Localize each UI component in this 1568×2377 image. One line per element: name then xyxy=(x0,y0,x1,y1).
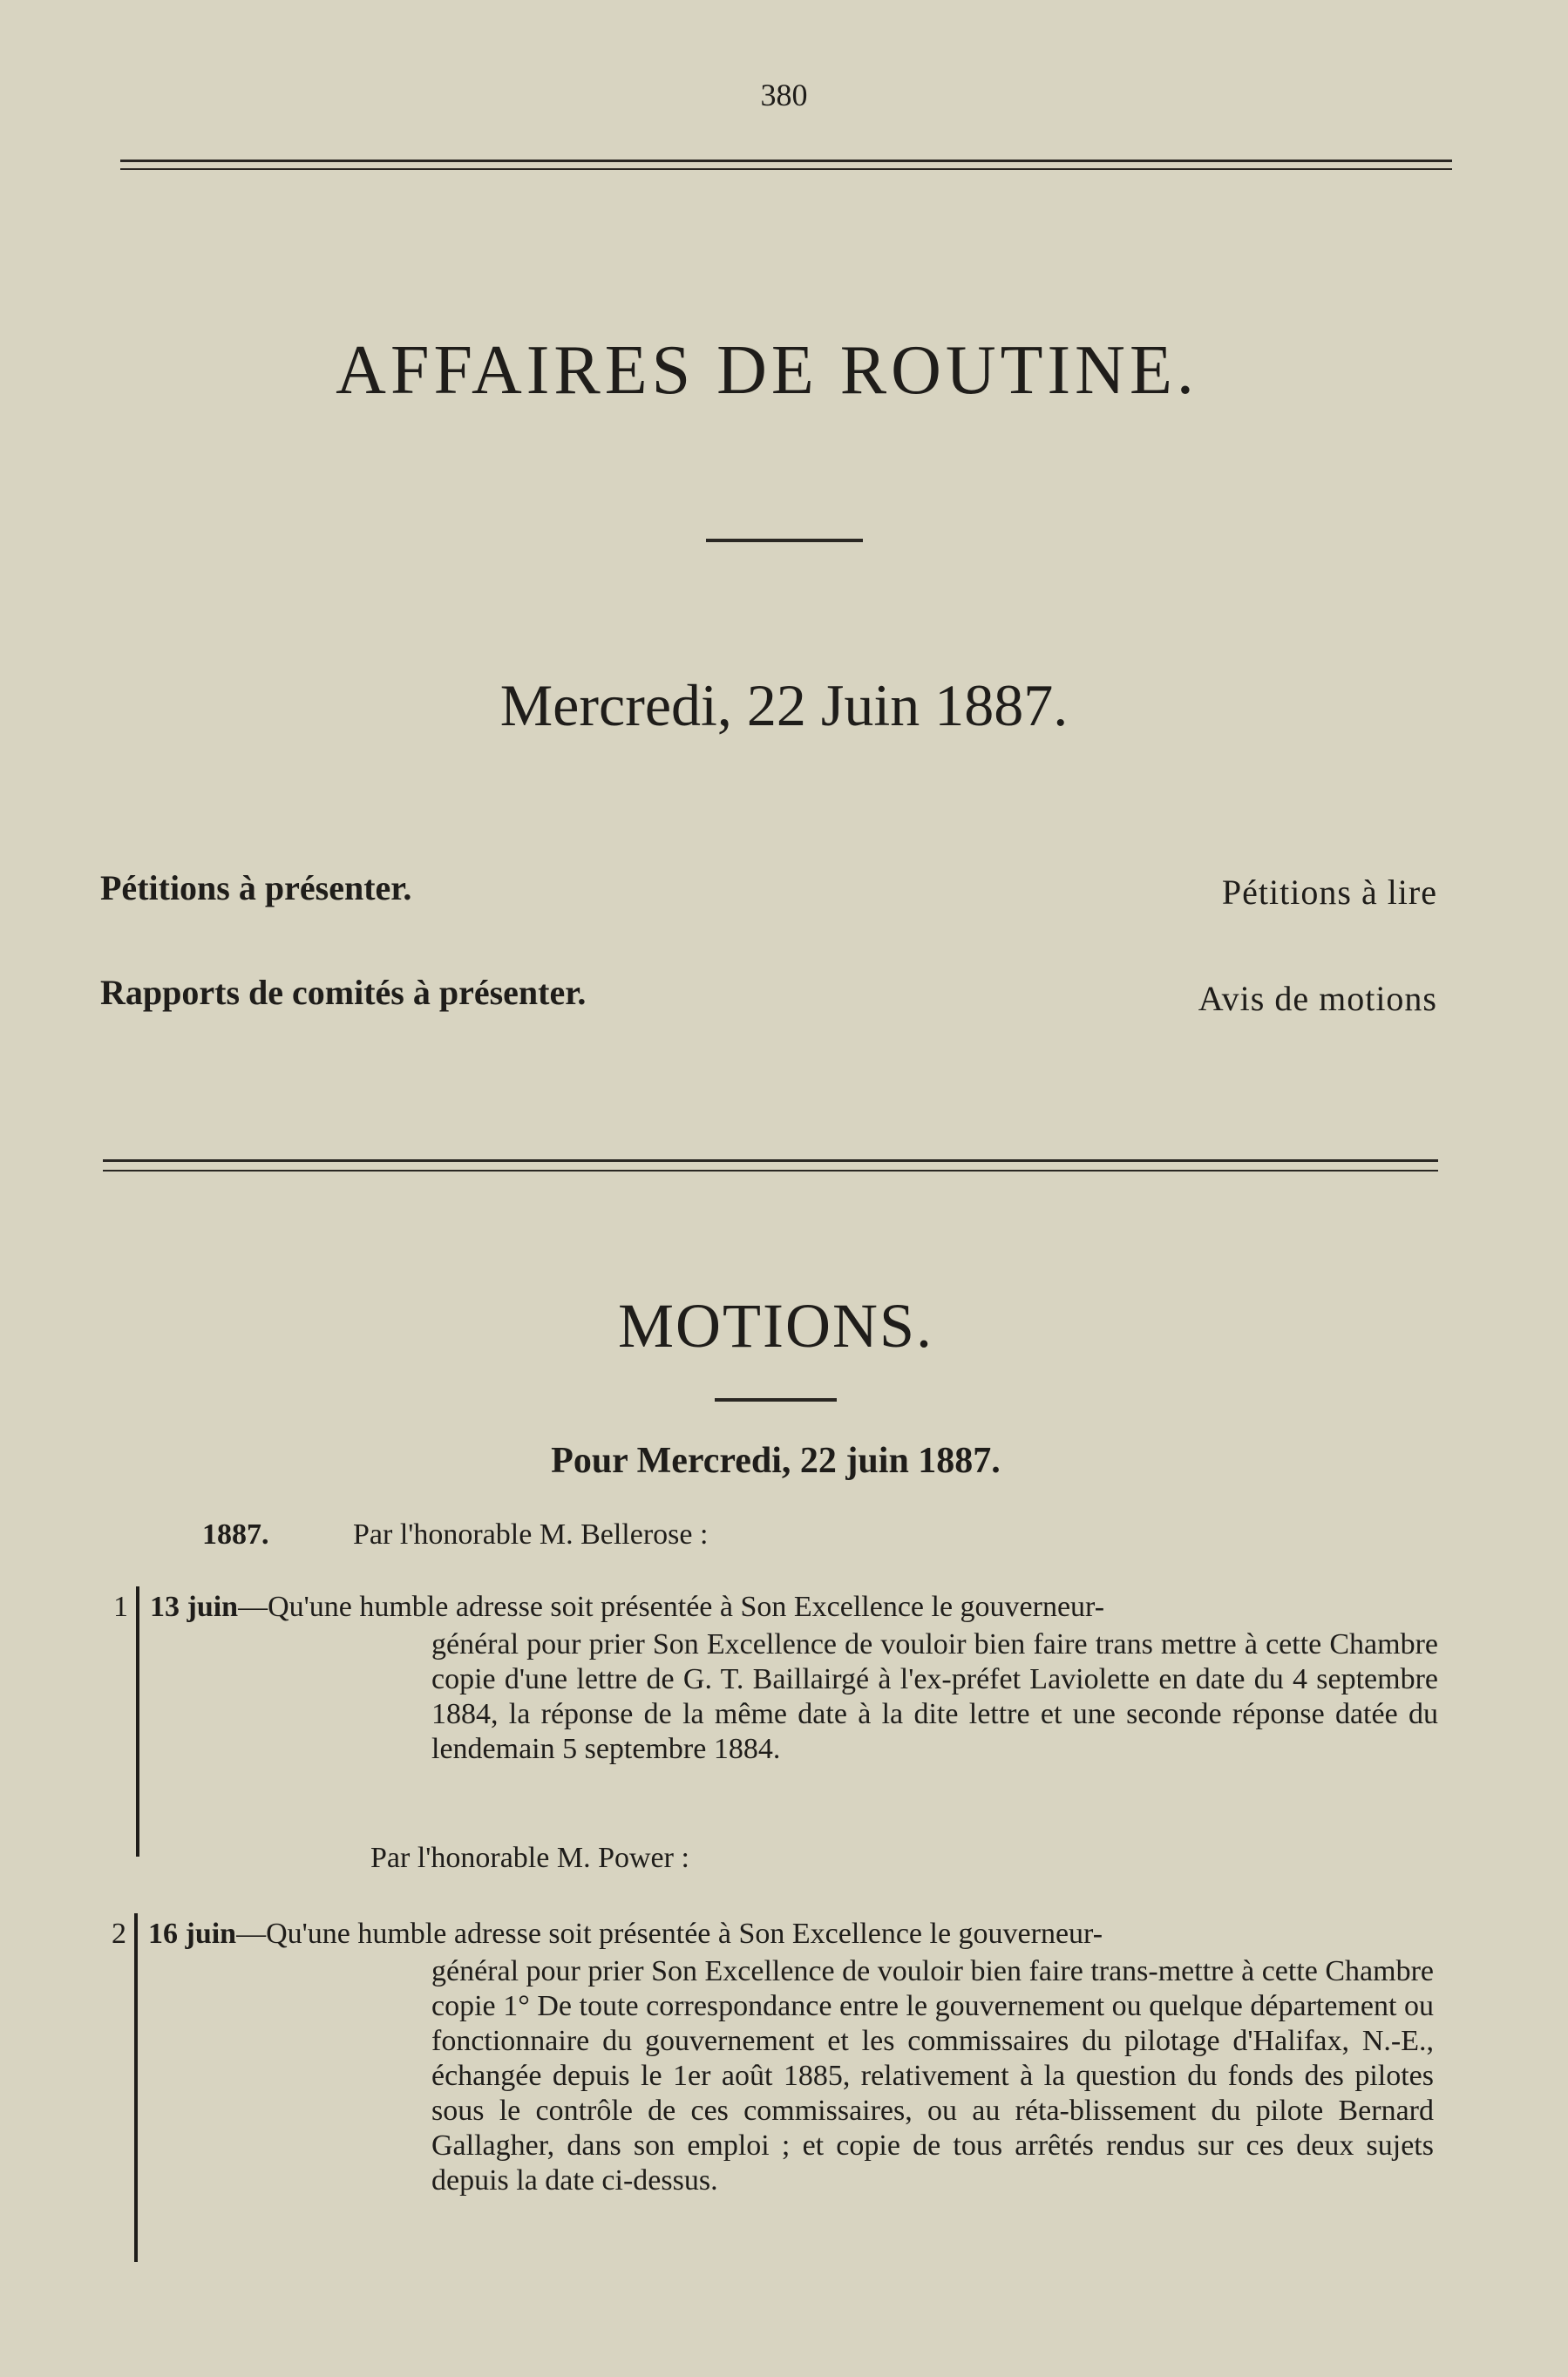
top-rule-thin xyxy=(120,168,1452,170)
motion-lead-text: —Qu'une humble adresse soit présentée à Son Excellence le gouverneur- xyxy=(238,1591,1105,1623)
page-title: AFFAIRES DE ROUTINE. xyxy=(336,332,1198,409)
petitions-lire: Pétitions à lire xyxy=(1221,873,1437,912)
motion-lead xyxy=(148,1918,1438,1951)
motion-mover: Par l'honorable M. Bellerose : xyxy=(353,1518,709,1551)
motion-text: général pour prier Son Excellence de vouloir bien faire trans-mettre à cette Chambre copie 1° De toute correspondance entre le gouvernement ou quelque département ou fonctionnaire du gouvernement et les commissaires du pilotage d'Halifax, N.-E., échangée depuis le 1er août 1885, relativement à la question du fonds des pilotes sous le contrôle de ces commissaires, ou au réta-blissement du pilote Bernard Gallagher, dans son emploi ; et copie de tous arrêtés rendus sur ces deux sujets depuis la date ci-dessus. xyxy=(431,1955,1434,2197)
motion-text: général pour prier Son Excellence de vouloir bien faire trans mettre à cette Chambre copie d'une lettre de G. T. Baillairgé à l'ex-préfet Laviolette en date du 4 septembre 1884, la réponse de la même date à la dite lettre et une seconde réponse datée du lendemain 5 septembre 1884. xyxy=(431,1628,1438,1765)
rapports-comites: Rapports de comités à présenter. xyxy=(100,973,587,1012)
top-rule xyxy=(120,160,1452,162)
petitions-presenter: Pétitions à présenter. xyxy=(100,868,412,907)
motion-lead-text: —Qu'une humble adresse soit présentée à Son Excellence le gouverneur- xyxy=(236,1918,1103,1950)
motion-lead xyxy=(150,1591,1440,1624)
page-number: 380 xyxy=(760,78,808,112)
motion-mover: Par l'honorable M. Power : xyxy=(370,1842,689,1874)
motion-number: 2 xyxy=(112,1918,126,1950)
date-title: Mercredi, 22 Juin 1887. xyxy=(499,672,1069,738)
section-rule xyxy=(103,1159,1438,1162)
motion-number: 1 xyxy=(113,1591,128,1623)
motion-margin-bar xyxy=(136,1586,139,1857)
motions-subheading: Pour Mercredi, 22 juin 1887. xyxy=(551,1441,1001,1481)
section-rule-thin xyxy=(103,1170,1438,1172)
motion-date: 13 juin xyxy=(150,1591,239,1623)
motion-date: 16 juin xyxy=(148,1918,237,1950)
motion-margin-bar xyxy=(134,1913,138,2262)
motion-year: 1887. xyxy=(202,1518,269,1551)
motions-heading: MOTIONS. xyxy=(617,1291,933,1361)
title-divider xyxy=(706,539,863,542)
motions-divider xyxy=(715,1398,837,1402)
avis-motions: Avis de motions xyxy=(1198,979,1437,1018)
